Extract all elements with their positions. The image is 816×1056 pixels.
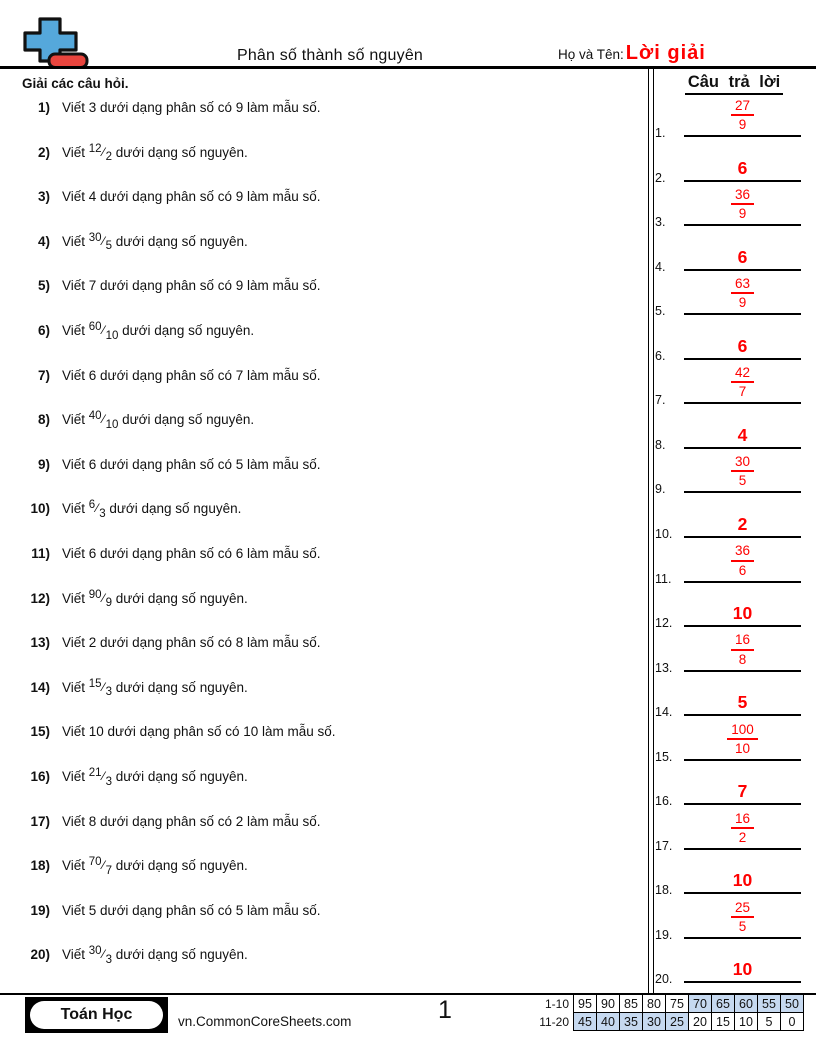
answer-integer: 10 xyxy=(732,603,753,624)
answer-fraction xyxy=(731,187,754,221)
answer-number: 20. xyxy=(655,972,673,987)
fraction-numerator: 70 xyxy=(88,856,102,869)
score-cell: 75 xyxy=(666,995,689,1013)
score-cell: 85 xyxy=(620,995,643,1013)
answer-number: 15. xyxy=(655,749,673,764)
score-cell: 70 xyxy=(689,995,712,1013)
answer-integer: 10 xyxy=(732,959,753,980)
question-text: Viết 21⁄3 dưới dạng số nguyên. xyxy=(62,767,248,788)
fraction-numerator: 15 xyxy=(88,677,102,690)
question-text: Viết 3 dưới dạng phân số có 9 làm mẫu số. xyxy=(62,100,321,115)
header-divider xyxy=(0,66,816,69)
question-text: Viết 40⁄10 dưới dạng số nguyên. xyxy=(62,410,255,431)
answer-key-label: Lời giải xyxy=(625,42,706,64)
question-text: Viết 15⁄3 dưới dạng số nguyên. xyxy=(62,677,248,699)
answer-value xyxy=(684,454,801,490)
score-cell: 90 xyxy=(597,995,620,1013)
question-number: 8) xyxy=(37,412,50,428)
answer-blank-line xyxy=(684,714,801,716)
answer-value xyxy=(684,187,801,223)
question-row xyxy=(10,677,640,699)
answer-number: 2. xyxy=(655,170,666,185)
question-number: 14) xyxy=(30,679,50,695)
answer-fraction-denominator: 8 xyxy=(738,651,747,667)
answer-blank-line xyxy=(684,670,801,672)
question-row xyxy=(10,947,640,964)
answer-blank-line xyxy=(684,402,801,404)
question-text: Viết 70⁄7 dưới dạng số nguyên. xyxy=(62,856,248,877)
answer-fraction-denominator: 10 xyxy=(734,740,751,756)
question-text: Viết 90⁄9 dưới dạng số nguyên. xyxy=(62,588,248,610)
score-cell: 60 xyxy=(735,995,758,1013)
question-number: 2) xyxy=(37,144,50,160)
brand-badge xyxy=(25,997,168,1033)
page-title: Phân số thành số nguyên xyxy=(236,47,424,64)
answer-value xyxy=(684,365,801,401)
answer-fraction-numerator: 30 xyxy=(731,454,754,472)
answer-blank-line xyxy=(684,180,801,182)
score-cell: 45 xyxy=(574,1013,597,1031)
answer-fraction-numerator: 63 xyxy=(731,276,754,294)
question-text: Viết 10 dưới dạng phân số có 10 làm mẫu số. xyxy=(62,724,336,740)
answer-value xyxy=(684,811,801,847)
answer-value xyxy=(684,276,801,312)
grading-score-table xyxy=(527,994,804,1031)
answer-blank-line xyxy=(684,848,801,850)
answer-value xyxy=(684,783,801,802)
answer-row xyxy=(652,498,804,541)
question-row xyxy=(10,501,640,518)
answer-row xyxy=(652,186,804,230)
answer-number: 16. xyxy=(655,794,673,809)
answer-value xyxy=(684,961,801,980)
answer-fraction-denominator: 6 xyxy=(738,562,747,578)
question-text: Viết 60⁄10 dưới dạng số nguyên. xyxy=(62,321,255,342)
question-number: 17) xyxy=(30,813,50,829)
answer-fraction xyxy=(731,98,754,132)
answer-row xyxy=(652,765,804,809)
answer-row xyxy=(652,97,804,140)
answer-row xyxy=(652,810,804,853)
fraction-numerator: 30 xyxy=(88,231,102,244)
answer-number: 10. xyxy=(655,526,673,541)
answer-row xyxy=(652,854,804,898)
score-cell: 20 xyxy=(689,1013,712,1031)
answer-blank-line xyxy=(684,447,801,449)
answer-fraction-denominator: 9 xyxy=(738,295,747,311)
answer-fraction-denominator: 9 xyxy=(738,206,747,222)
question-number: 1) xyxy=(37,100,50,115)
answer-value xyxy=(684,872,801,891)
answer-number: 13. xyxy=(655,660,673,675)
answer-integer: 4 xyxy=(737,424,748,445)
answer-fraction-numerator: 25 xyxy=(731,900,754,918)
fraction-slash: ⁄ xyxy=(102,858,105,873)
answer-integer: 6 xyxy=(737,157,748,178)
answer-row xyxy=(652,275,804,319)
score-cell: 40 xyxy=(597,1013,620,1031)
score-cell: 0 xyxy=(781,1013,804,1031)
fraction-denominator: 9 xyxy=(105,597,112,610)
question-number: 19) xyxy=(30,902,50,918)
fraction-denominator: 2 xyxy=(105,151,112,164)
question-number: 6) xyxy=(37,323,50,338)
answer-number: 5. xyxy=(655,304,666,319)
answer-fraction-numerator: 16 xyxy=(731,811,754,829)
answer-blank-line xyxy=(684,135,801,137)
question-text: Viết 30⁄5 dưới dạng số nguyên. xyxy=(62,231,248,253)
question-number: 11) xyxy=(31,546,50,561)
fraction-numerator: 21 xyxy=(88,767,102,779)
question-row xyxy=(10,412,640,429)
answer-value xyxy=(684,543,801,579)
answer-blank-line xyxy=(684,491,801,493)
answer-row xyxy=(652,587,804,631)
fraction-slash: ⁄ xyxy=(102,679,105,694)
answer-row xyxy=(652,142,804,185)
score-cell: 35 xyxy=(620,1013,643,1031)
question-row xyxy=(10,546,640,563)
answer-row xyxy=(652,320,804,363)
score-cell: 95 xyxy=(574,995,597,1013)
fraction-denominator: 10 xyxy=(105,418,119,431)
answer-fraction xyxy=(731,632,754,666)
score-table-row xyxy=(527,1013,804,1031)
question-text: Viết 6 dưới dạng phân số có 7 làm mẫu số. xyxy=(62,367,321,383)
answer-fraction xyxy=(731,811,754,845)
question-text: Viết 2 dưới dạng phân số có 8 làm mẫu số. xyxy=(62,635,321,651)
fraction-numerator: 60 xyxy=(88,321,102,333)
answer-number: 9. xyxy=(655,482,666,497)
question-row xyxy=(10,635,640,652)
answer-fraction-numerator: 16 xyxy=(731,632,754,650)
question-number: 16) xyxy=(30,769,50,784)
score-cell: 55 xyxy=(758,995,781,1013)
answer-blank-line xyxy=(684,358,801,360)
question-row xyxy=(10,588,640,610)
answer-fraction-denominator: 2 xyxy=(738,829,747,845)
answer-blank-line xyxy=(684,803,801,805)
fraction-slash: ⁄ xyxy=(102,947,105,962)
question-number: 4) xyxy=(37,233,50,249)
answer-number: 17. xyxy=(655,838,673,853)
question-number: 5) xyxy=(37,278,50,294)
answer-fraction-denominator: 5 xyxy=(738,918,747,934)
question-row xyxy=(10,323,640,340)
question-row xyxy=(10,100,640,117)
question-number: 12) xyxy=(30,590,50,606)
score-cell: 15 xyxy=(712,1013,735,1031)
answer-number: 8. xyxy=(655,437,666,452)
answer-value xyxy=(684,605,801,624)
answer-blank-line xyxy=(684,759,801,761)
answer-value xyxy=(684,246,801,268)
question-row xyxy=(10,368,640,385)
page-number: 1 xyxy=(438,996,452,1024)
score-row-label: 1-10 xyxy=(544,996,569,1011)
fraction-denominator: 5 xyxy=(105,240,112,253)
answer-number: 18. xyxy=(655,883,673,898)
question-text: Viết 6⁄3 dưới dạng số nguyên. xyxy=(62,499,242,520)
answer-integer: 5 xyxy=(737,692,748,713)
score-table-row xyxy=(527,995,804,1013)
answer-fraction xyxy=(731,276,754,310)
question-text: Viết 30⁄3 dưới dạng số nguyên. xyxy=(62,945,248,966)
answer-fraction xyxy=(731,900,754,934)
answer-number: 19. xyxy=(655,927,673,942)
question-row xyxy=(10,142,640,164)
answer-row xyxy=(652,364,804,408)
answer-row xyxy=(652,676,804,720)
brand-badge-label: Toán Học xyxy=(30,1001,163,1029)
answer-value xyxy=(684,335,801,357)
answer-number: 1. xyxy=(655,126,666,140)
question-text: Viết 6 dưới dạng phân số có 6 làm mẫu số. xyxy=(62,546,321,561)
answer-fraction xyxy=(731,543,754,577)
score-cell: 50 xyxy=(781,995,804,1013)
fraction-slash: ⁄ xyxy=(96,501,99,516)
answer-value xyxy=(684,694,801,713)
score-cell: 30 xyxy=(643,1013,666,1031)
answers-title: Câu trả lời xyxy=(685,73,783,95)
answer-value xyxy=(684,722,801,758)
question-number: 20) xyxy=(30,947,50,963)
fraction-slash: ⁄ xyxy=(102,769,105,783)
answer-integer: 6 xyxy=(737,246,748,267)
answer-blank-line xyxy=(684,224,801,226)
answer-fraction-numerator: 36 xyxy=(731,543,754,561)
answer-blank-line xyxy=(684,981,801,983)
fraction-denominator: 7 xyxy=(105,864,112,877)
answer-blank-line xyxy=(684,536,801,538)
answer-integer: 7 xyxy=(737,781,748,802)
question-row xyxy=(10,457,640,474)
answer-integer: 10 xyxy=(732,870,753,891)
answer-fraction-denominator: 9 xyxy=(738,117,747,132)
name-row xyxy=(558,42,706,65)
answer-row xyxy=(652,632,804,675)
question-number: 7) xyxy=(37,367,50,383)
answer-fraction-numerator: 42 xyxy=(731,365,754,383)
question-text: Viết 8 dưới dạng phân số có 2 làm mẫu số. xyxy=(62,813,321,829)
fraction-numerator: 90 xyxy=(88,588,102,601)
question-row xyxy=(10,769,640,786)
question-number: 9) xyxy=(37,456,50,472)
score-cell: 5 xyxy=(758,1013,781,1031)
answer-fraction-numerator: 36 xyxy=(731,187,754,205)
answer-blank-line xyxy=(684,625,801,627)
answer-blank-line xyxy=(684,892,801,894)
question-text: Viết 12⁄2 dưới dạng số nguyên. xyxy=(62,142,248,164)
answer-row xyxy=(652,231,804,274)
fraction-slash: ⁄ xyxy=(102,233,105,248)
answer-row xyxy=(652,899,804,942)
answer-number: 14. xyxy=(655,705,673,720)
question-text: Viết 6 dưới dạng phân số có 5 làm mẫu số. xyxy=(62,456,321,472)
score-cell: 10 xyxy=(735,1013,758,1031)
name-label: Họ và Tên: xyxy=(558,47,624,62)
answer-blank-line xyxy=(684,269,801,271)
answers-column-header xyxy=(656,73,812,95)
fraction-numerator: 6 xyxy=(88,499,96,512)
fraction-numerator: 12 xyxy=(88,142,102,155)
answer-row xyxy=(652,943,804,987)
answer-fraction-denominator: 5 xyxy=(738,473,747,489)
answer-number: 4. xyxy=(655,259,666,274)
answer-fraction-denominator: 7 xyxy=(738,384,747,400)
answer-row xyxy=(652,453,804,497)
answer-row xyxy=(652,721,804,764)
question-number: 15) xyxy=(30,724,50,740)
answer-row xyxy=(652,543,804,586)
question-row xyxy=(10,858,640,875)
fraction-slash: ⁄ xyxy=(102,144,105,159)
fraction-numerator: 40 xyxy=(88,410,102,423)
fraction-denominator: 3 xyxy=(105,953,112,966)
answer-value xyxy=(684,513,801,535)
answer-blank-line xyxy=(684,581,801,583)
answer-integer: 2 xyxy=(737,513,748,534)
answer-number: 11. xyxy=(655,571,672,586)
answer-number: 6. xyxy=(655,348,666,363)
score-cell: 25 xyxy=(666,1013,689,1031)
answer-number: 3. xyxy=(655,215,666,230)
answer-value xyxy=(684,632,801,668)
question-text: Viết 5 dưới dạng phân số có 5 làm mẫu số. xyxy=(62,902,321,918)
fraction-slash: ⁄ xyxy=(102,323,105,337)
fraction-numerator: 30 xyxy=(88,945,102,958)
fraction-denominator: 10 xyxy=(105,329,119,342)
question-number: 10) xyxy=(30,501,50,517)
question-number: 13) xyxy=(30,635,50,651)
score-cell: 80 xyxy=(643,995,666,1013)
answer-value xyxy=(684,157,801,179)
fraction-denominator: 3 xyxy=(105,686,112,699)
answer-integer: 6 xyxy=(737,335,748,356)
score-cell: 65 xyxy=(712,995,735,1013)
fraction-slash: ⁄ xyxy=(102,412,105,427)
answer-value xyxy=(684,424,801,446)
answer-fraction xyxy=(731,365,754,399)
fraction-denominator: 3 xyxy=(105,775,112,788)
answer-value xyxy=(684,98,801,134)
answer-row xyxy=(652,409,804,452)
answer-blank-line xyxy=(684,313,801,315)
answer-value xyxy=(684,900,801,936)
question-number: 18) xyxy=(30,858,50,874)
answer-blank-line xyxy=(684,937,801,939)
question-text: Viết 4 dưới dạng phân số có 9 làm mẫu số. xyxy=(62,189,321,205)
answer-fraction xyxy=(727,722,758,756)
fraction-slash: ⁄ xyxy=(102,590,105,605)
answer-number: 12. xyxy=(655,616,673,631)
question-row xyxy=(10,278,640,295)
instructions-text: Giải các câu hỏi. xyxy=(22,76,129,91)
question-number: 3) xyxy=(37,189,50,205)
answer-fraction-numerator: 100 xyxy=(727,722,758,740)
question-row xyxy=(10,189,640,206)
website-text: vn.CommonCoreSheets.com xyxy=(178,1014,352,1029)
answer-number: 7. xyxy=(655,393,666,408)
score-row-label: 11-20 xyxy=(539,1014,569,1029)
question-row xyxy=(10,814,640,831)
question-row xyxy=(10,724,640,741)
question-row xyxy=(10,231,640,253)
fraction-denominator: 3 xyxy=(99,507,106,520)
question-row xyxy=(10,903,640,920)
answer-fraction xyxy=(731,454,754,488)
answer-fraction-numerator: 27 xyxy=(731,98,754,116)
question-text: Viết 7 dưới dạng phân số có 9 làm mẫu số. xyxy=(62,278,321,294)
